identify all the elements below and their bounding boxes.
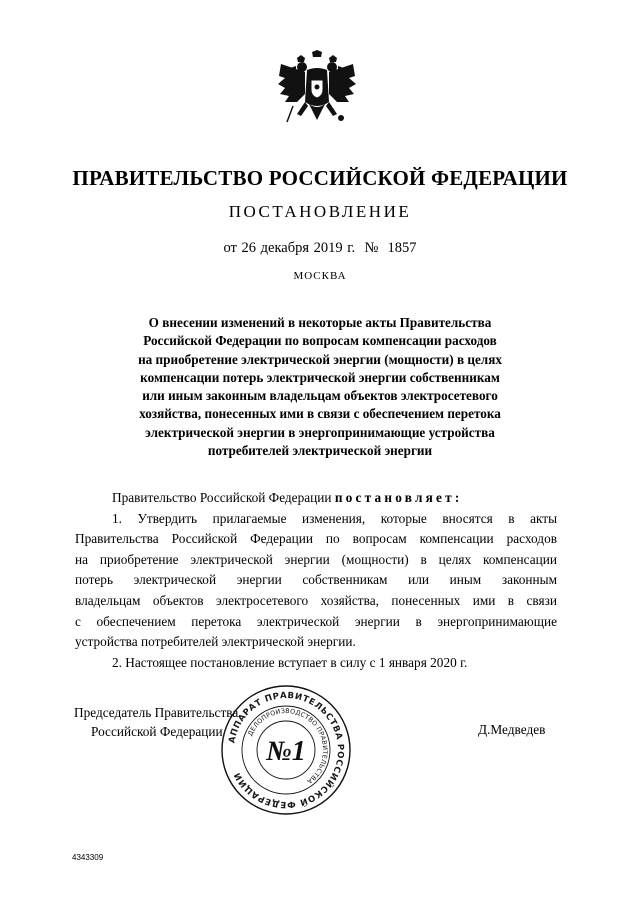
official-seal: [218, 682, 354, 818]
subject-line: на приобретение электрической энергии (мощности) в целях: [138, 351, 502, 367]
issue-city: МОСКВА: [293, 270, 347, 282]
item1-line: устройства потребителей электрической энергии.: [75, 634, 356, 650]
subject-line: компенсации потерь электрической энергии собственникам: [140, 369, 500, 385]
document-type: ПОСТАНОВЛЕНИЕ: [228, 202, 412, 221]
signatory-title-line: Российской Федерации: [91, 724, 223, 739]
date-prefix: от: [223, 240, 237, 256]
preamble: [75, 488, 557, 509]
item1-line: владельцам объектов электросетевого хозяйства, понесенных ими в связи: [75, 592, 557, 608]
subject-line: электрической энергии в энергопринимающие устройства: [145, 424, 495, 440]
government-title: ПРАВИТЕЛЬСТВО РОССИЙСКОЙ ФЕДЕРАЦИИ: [72, 166, 568, 190]
subject-line: потребителей электрической энергии: [207, 443, 433, 459]
item1-line: Правительства Российской Федерации по вопросам компенсации расходов: [75, 531, 557, 547]
document-code: 4343309: [72, 853, 104, 862]
item2-line: 2. Настоящее постановление вступает в силу с 1 января 2020 г.: [112, 654, 468, 670]
subject-line: О внесении изменений в некоторые акты Правительства: [148, 315, 492, 330]
document-subject: [90, 314, 550, 460]
document-body: [75, 488, 557, 673]
coat-of-arms-icon: [275, 50, 359, 140]
item1-line: потерь электрической энергии собственникам или иным законным: [75, 572, 557, 588]
document-number: 1857: [387, 240, 417, 256]
item1-line: 1. Утвердить прилагаемые изменения, которые вносятся в акты: [112, 510, 557, 526]
subject-line: Российской Федерации по вопросам компенсации расходов: [143, 333, 497, 349]
signatory-name: Д.Медведев: [478, 722, 546, 737]
date-and-number: [0, 240, 640, 257]
seal-number: №1: [266, 736, 306, 767]
subject-line: или иным законным владельцам объектов электросетевого: [142, 388, 498, 404]
item1-line: на приобретение электрической энергии (мощности) в целях компенсации: [75, 551, 557, 567]
signatory-title: [74, 703, 238, 741]
item1-line: с обеспечением перетока электрической энергии в энергопринимающие: [75, 613, 557, 629]
resolves-word: постановляет:: [334, 490, 463, 505]
number-sign: №: [364, 240, 379, 256]
document-date: 26 декабря 2019 г.: [241, 240, 356, 256]
seal-outer-text: АППАРАТ ПРАВИТЕЛЬСТВА РОССИЙСКОЙ ФЕДЕРАЦИИ: [227, 690, 346, 810]
seal-inner-text: ДЕЛОПРОИЗВОДСТВО ПРАВИТЕЛЬСТВА: [246, 706, 330, 786]
subject-line: хозяйства, понесенных ими в связи с обеспечением перетока: [139, 406, 501, 422]
preamble-text: Правительство Российской Федерации: [112, 490, 332, 505]
signatory-title-line: Председатель Правительства: [74, 705, 239, 720]
